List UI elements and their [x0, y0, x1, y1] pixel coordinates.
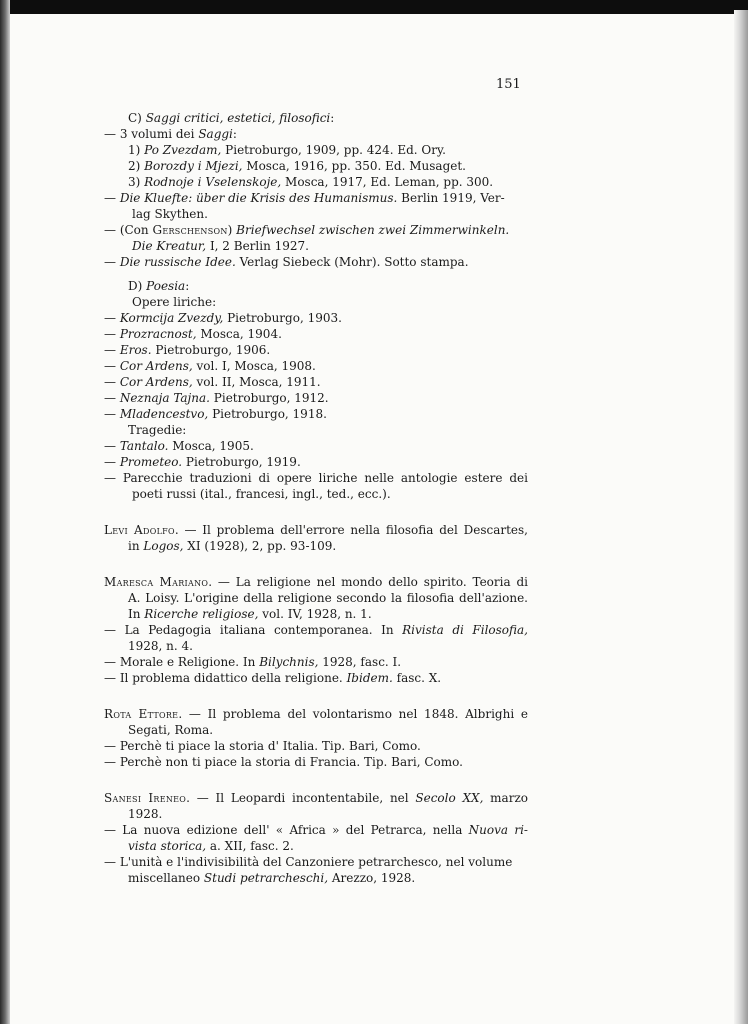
text-line [104, 326, 528, 342]
text-run: Pietroburgo, 1906. [151, 343, 271, 357]
italic-text: Neznaja Tajna. [119, 391, 210, 405]
text-line [104, 406, 528, 422]
text-run: — [104, 255, 120, 269]
text-run: in [128, 539, 144, 553]
text-line [104, 390, 528, 406]
text-run: — Il problema didattico della religione. [104, 671, 347, 685]
italic-text: Tantalo. [119, 439, 169, 453]
text-line [104, 790, 528, 806]
text-line [104, 870, 528, 886]
text-run: Mosca, 1905. [168, 439, 254, 453]
italic-text: Poesia [146, 279, 186, 293]
text-line [104, 654, 528, 670]
text-run: Tragedie: [128, 423, 187, 437]
text-run: A. Loisy. L'origine della religione secondo la filosofia dell'azione. [128, 591, 528, 605]
italic-text: Logos, [143, 539, 184, 553]
text-run: vol. IV, 1928, n. 1. [258, 607, 372, 621]
text-line [104, 374, 528, 390]
text-line [104, 638, 528, 654]
text-run: 1928, n. 4. [128, 639, 193, 653]
text-run: Pietroburgo, 1918. [208, 407, 327, 421]
entry-levi-adolfo [104, 522, 528, 554]
text-run: 1) [128, 143, 145, 157]
text-line [104, 294, 528, 310]
text-run: : [330, 111, 335, 125]
text-line [104, 622, 528, 638]
text-line [104, 126, 528, 142]
italic-text: Mladencestvo, [119, 407, 209, 421]
text-run: 1928, fasc. I. [318, 655, 402, 669]
text-line [104, 838, 528, 854]
italic-text: Borozdy i Mjezi, [144, 159, 243, 173]
text-run: — L'unità e l'indivisibilità del Canzoniere petrarchesco, nel volume [104, 855, 513, 869]
text-run: — Morale e Religione. In [104, 655, 260, 669]
text-run: In [128, 607, 145, 621]
text-line [104, 754, 528, 770]
author-name: Levi Adolfo [104, 523, 175, 537]
text-run: marzo [483, 791, 528, 805]
text-line [104, 190, 528, 206]
author-name: Sanesi Ireneo [104, 791, 187, 805]
text-run: miscellaneo [128, 871, 204, 885]
text-line [104, 822, 528, 838]
text-line [104, 238, 528, 254]
italic-text: Kormcija Zvezdy, [119, 311, 224, 325]
italic-text: Nuova ri- [468, 823, 528, 837]
author-name: Rota Ettore [104, 707, 179, 721]
text-line [104, 358, 528, 374]
text-line [104, 722, 528, 738]
italic-text: Cor Ardens, [119, 375, 193, 389]
scan-border-left [0, 0, 10, 1024]
text-run: ) [227, 223, 237, 237]
text-line [104, 574, 528, 590]
text-run: — 3 volumi dei [104, 127, 199, 141]
text-run: Mosca, 1916, pp. 350. Ed. Musaget. [242, 159, 466, 173]
text-run: : [185, 279, 190, 293]
italic-text: Rodnoje i Vselenskoje, [144, 175, 282, 189]
text-run: vol. II, Mosca, 1911. [192, 375, 321, 389]
text-run: . — Il problema dell'errore nella filosofia del Descartes, [174, 523, 528, 537]
bibliography-text [104, 110, 528, 886]
italic-text: Briefwechsel zwischen zwei Zimmerwinkeln. [236, 223, 510, 237]
text-run: 2) [128, 159, 145, 173]
text-run: — [104, 343, 120, 357]
text-line [104, 738, 528, 754]
text-run: D) [128, 279, 147, 293]
text-run: — [104, 359, 120, 373]
text-line [104, 806, 528, 822]
text-run: poeti russi (ital., francesi, ingl., ted., ecc.). [132, 487, 391, 501]
scan-border-right [734, 10, 748, 1024]
entry-saggi-poesia [104, 110, 528, 502]
italic-text: Prozracnost, [119, 327, 197, 341]
text-line [104, 670, 528, 686]
text-line [104, 706, 528, 722]
entry-maresca-mariano [104, 574, 528, 686]
text-line [104, 342, 528, 358]
text-run: . — Il problema del volontarismo nel 1848. Albrighi e [178, 707, 528, 721]
entry-rota-ettore [104, 706, 528, 770]
italic-text: Rivista di Filosofia, [402, 623, 528, 637]
text-run: — [104, 191, 120, 205]
text-run: Pietroburgo, 1909, pp. 424. Ed. Ory. [221, 143, 446, 157]
text-run: Pietroburgo, 1903. [223, 311, 342, 325]
page-number: 151 [496, 77, 521, 92]
italic-text: Ricerche religiose, [144, 607, 259, 621]
text-run: . — La religione nel mondo dello spirito. Teoria di [208, 575, 528, 589]
text-run: vol. I, Mosca, 1908. [192, 359, 316, 373]
text-run: Berlin 1919, Ver- [397, 191, 505, 205]
text-line [104, 310, 528, 326]
text-line [104, 142, 528, 158]
text-run: Mosca, 1917, Ed. Leman, pp. 300. [281, 175, 494, 189]
scan-border-top [0, 0, 748, 14]
text-line [104, 158, 528, 174]
text-run: — [104, 407, 120, 421]
italic-text: Bilychnis, [259, 655, 319, 669]
italic-text: Ibidem. [346, 671, 393, 685]
text-run: lag Skythen. [132, 207, 208, 221]
text-line [104, 538, 528, 554]
text-run: . — Il Leopardi incontentabile, nel [186, 791, 416, 805]
text-line [104, 590, 528, 606]
text-line [104, 470, 528, 486]
text-run: C) [128, 111, 146, 125]
text-line [104, 110, 528, 126]
text-run: Pietroburgo, 1919. [182, 455, 301, 469]
italic-text: Die russische Idee. [119, 255, 236, 269]
text-line [104, 422, 528, 438]
text-line [104, 254, 528, 270]
text-run: 3) [128, 175, 145, 189]
text-line [104, 222, 528, 238]
italic-text: Secolo XX, [415, 791, 484, 805]
text-line [104, 522, 528, 538]
italic-text: vista storica, [128, 839, 207, 853]
author-name: Gerschenson [152, 223, 228, 237]
italic-text: Po Zvezdam, [144, 143, 222, 157]
text-run: fasc. X. [392, 671, 442, 685]
entry-sanesi-ireneo [104, 790, 528, 886]
text-run: Arezzo, 1928. [328, 871, 416, 885]
text-run: Segati, Roma. [128, 723, 214, 737]
text-line [104, 438, 528, 454]
text-run: — [104, 391, 120, 405]
text-run: — Perchè non ti piace la storia di Francia. Tip. Bari, Como. [104, 755, 463, 769]
italic-text: Die Kreatur, [132, 239, 207, 253]
text-run: — [104, 439, 120, 453]
author-name: Maresca Mariano [104, 575, 209, 589]
italic-text: Studi petrarcheschi, [203, 871, 329, 885]
text-run: Opere liriche: [132, 295, 217, 309]
text-run: — [104, 311, 120, 325]
text-run: Verlag Siebeck (Mohr). Sotto stampa. [235, 255, 469, 269]
text-line [104, 174, 528, 190]
text-run: I, 2 Berlin 1927. [206, 239, 309, 253]
italic-text: Cor Ardens, [119, 359, 193, 373]
text-run: Mosca, 1904. [196, 327, 282, 341]
text-run: 1928. [128, 807, 163, 821]
text-line [104, 278, 528, 294]
text-line [104, 206, 528, 222]
text-run: : [232, 127, 237, 141]
text-run: — Parecchie traduzioni di opere liriche nelle antologie estere dei [104, 471, 528, 485]
text-run: — [104, 327, 120, 341]
text-line [104, 606, 528, 622]
italic-text: Saggi critici, estetici, filosofici [145, 111, 331, 125]
text-run: — [104, 375, 120, 389]
text-run: — La nuova edizione dell' « Africa » del Petrarca, nella [104, 823, 469, 837]
text-line [104, 454, 528, 470]
italic-text: Saggi [198, 127, 233, 141]
text-run: Pietroburgo, 1912. [209, 391, 329, 405]
text-run: a. XII, fasc. 2. [206, 839, 294, 853]
italic-text: Eros. [119, 343, 152, 357]
text-run: — Perchè ti piace la storia d' Italia. Tip. Bari, Como. [104, 739, 421, 753]
italic-text: Die Kluefte: über die Krisis des Humanismus. [119, 191, 398, 205]
italic-text: Prometeo. [119, 455, 183, 469]
text-run: XI (1928), 2, pp. 93-109. [183, 539, 337, 553]
text-run: — (Con [104, 223, 153, 237]
text-run: — La Pedagogia italiana contemporanea. In [104, 623, 403, 637]
text-run: — [104, 455, 120, 469]
text-line [104, 854, 528, 870]
text-line [104, 486, 528, 502]
